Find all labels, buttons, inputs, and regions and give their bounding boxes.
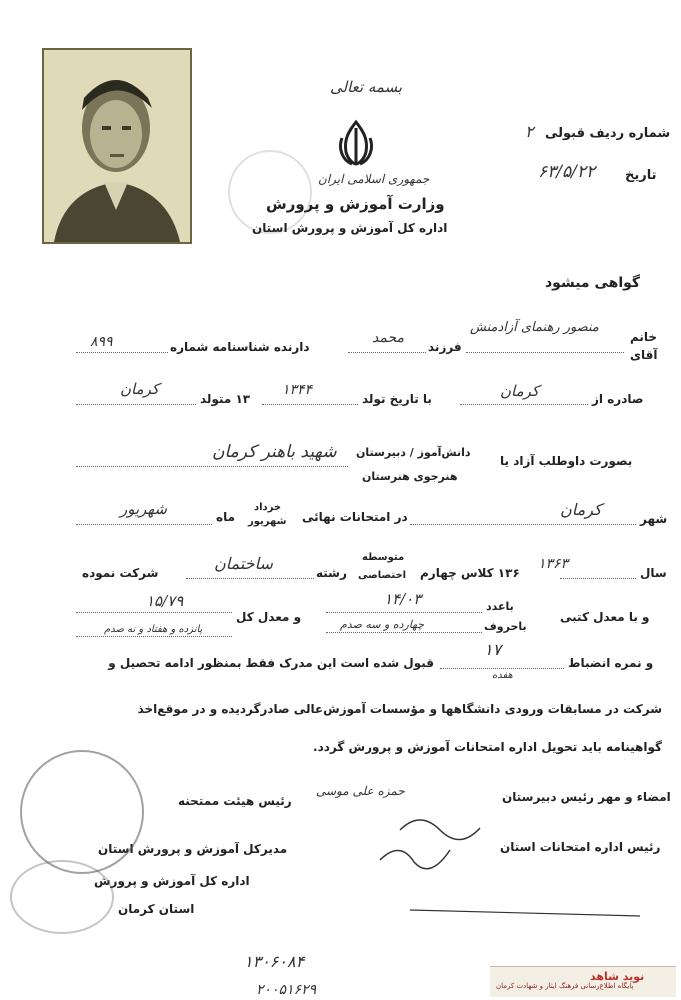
clause-line-3: گواهینامه باید تحویل اداره امتحانات آموزش و پرورش گردد.	[313, 740, 662, 754]
name-value: منصور رهنمای آزادمنش	[470, 320, 599, 335]
motevalled-label: ۱۳ متولد	[200, 392, 251, 406]
enzebat-line	[440, 668, 564, 669]
bahoruf-label: باحروف	[484, 620, 527, 633]
shahr-label: شهر	[640, 512, 668, 526]
moadel-kol-words-value: پانزده و هفتاد و نه صدم	[104, 624, 203, 635]
iran-emblem-icon	[334, 118, 378, 168]
besmellah-text: بسمه تعالی	[330, 78, 403, 96]
student-type-2: هنرجوی هنرستان	[362, 470, 458, 483]
committee-label: رئیس هیئت ممتحنه	[178, 794, 292, 808]
stamp-text-2: استان کرمان	[118, 902, 195, 916]
grade-label: ۱۳۶ کلاس چهارم	[420, 566, 520, 580]
motevalled-line	[76, 404, 196, 405]
besurat-label: بصورت داوطلب آزاد یا	[500, 454, 633, 468]
office-title: اداره کل آموزش و پرورش استان	[252, 221, 448, 235]
clause-line-1: قبول شده است این مدرک فقط بمنظور ادامه تحصیل و	[108, 656, 434, 670]
shenasname-value: ۸۹۹	[90, 334, 113, 350]
stamp-text-1: اداره کل آموزش و پرورش	[94, 874, 250, 888]
emtehanat-label: در امتحانات نهائی	[302, 510, 408, 524]
reshte-label: رشته	[316, 566, 347, 580]
ministry-title: وزارت آموزش و پرورش	[266, 195, 445, 213]
mah-label: ماه	[216, 510, 236, 524]
enzebat-words: هفده	[492, 670, 513, 681]
sadere-line	[460, 404, 588, 405]
mah-value: شهریور	[120, 500, 167, 518]
student-photo	[42, 48, 192, 244]
certify-text: گواهی میشود	[545, 275, 641, 291]
sadere-value: کرمان	[500, 382, 540, 400]
shahr-line	[410, 524, 636, 525]
shenasname-label: دارنده شناسنامه شماره	[170, 340, 310, 354]
date-value: ۶۳/۵/۲۲	[538, 162, 596, 182]
reshte-line	[186, 578, 314, 579]
motevalled-value: کرمان	[120, 380, 160, 398]
motevasete-option: متوسطه	[362, 552, 405, 563]
birthdate-line	[262, 404, 358, 405]
sal-value: ۱۳۶۳	[538, 556, 569, 572]
portrait-image	[44, 50, 190, 242]
moadel-kol-words-line	[76, 636, 232, 637]
shahrivar-option: شهریور	[248, 516, 287, 527]
moadel-kol-label: و معدل کل	[236, 610, 302, 624]
enzebat-value: ۱۷	[484, 640, 502, 659]
father-line	[348, 352, 426, 353]
clause-line-2: شرکت در مسابقات ورودی دانشگاهها و مؤسسات آموزش‌عالی صادرگردیده و در موقع‌اخذ	[137, 702, 662, 716]
moadel-line	[326, 612, 482, 613]
footer-logo: نوید شاهد	[590, 970, 645, 983]
khanom-label: خانم	[630, 330, 658, 344]
father-value: محمد	[372, 330, 404, 346]
farzand-label: فرزند	[428, 340, 462, 354]
moadel-words-value: چهارده و سه صدم	[340, 618, 425, 631]
student-type-1: دانش‌آموز / دبیرستان	[356, 446, 471, 459]
birthdate-value: ۱۳۴۴	[282, 382, 313, 398]
sadere-label: صادره از	[592, 392, 644, 406]
footer-number-1: ۱۳۰۶۰۸۴	[244, 952, 305, 971]
row-value: ۲	[525, 122, 534, 141]
row-label: شماره ردیف قبولی	[545, 126, 671, 141]
faint-stamp	[228, 150, 312, 234]
shahr-value: کرمان	[560, 500, 602, 519]
director-label: مدیرکل آموزش و پرورش استان	[98, 842, 288, 856]
sal-line	[560, 578, 636, 579]
agha-label: آقای	[630, 348, 658, 362]
shenasname-line	[76, 352, 168, 353]
footer-site-text: پایگاه اطلاع‌رسانی فرهنگ ایثار و شهادت کرمان	[496, 982, 634, 990]
school-line	[76, 466, 348, 467]
reshte-value: ساختمان	[214, 554, 273, 573]
footer-number-2: ۲۰۰۵۱۶۲۹	[256, 982, 317, 998]
ekhtesasi-option: اختصاصی	[358, 570, 407, 581]
mah-line	[76, 524, 212, 525]
moadel-kol-value: ۱۵/۷۹	[146, 592, 184, 610]
sal-label: سال	[640, 566, 667, 580]
school-value: شهید باهنر کرمان	[212, 442, 337, 462]
moadel-words-line	[326, 632, 482, 633]
moadel-kol-line	[76, 612, 232, 613]
birthdate-label: با تاریخ تولد	[362, 392, 432, 406]
enzebat-label: و نمره انضباط	[568, 656, 654, 670]
members-value: حمزه علی موسی	[316, 784, 405, 798]
official-stamp	[20, 750, 144, 874]
republic-text: جمهوری اسلامی ایران	[318, 172, 430, 186]
baadad-label: باعدد	[486, 600, 514, 613]
sherkat-label: شرکت نموده	[82, 566, 159, 580]
signature-marks	[340, 800, 640, 920]
members-label: امضاء و مهر رئیس دبیرستان	[502, 790, 671, 804]
name-line	[466, 352, 624, 353]
date-label: تاریخ	[625, 168, 657, 183]
exams-head-label: رئیس اداره امتحانات استان	[500, 840, 661, 854]
moadel-label: و با معدل کتبی	[560, 610, 650, 624]
moadel-value: ۱۴/۰۳	[384, 590, 422, 608]
official-stamp-2	[10, 860, 114, 934]
khordad-option: خرداد	[254, 502, 282, 513]
